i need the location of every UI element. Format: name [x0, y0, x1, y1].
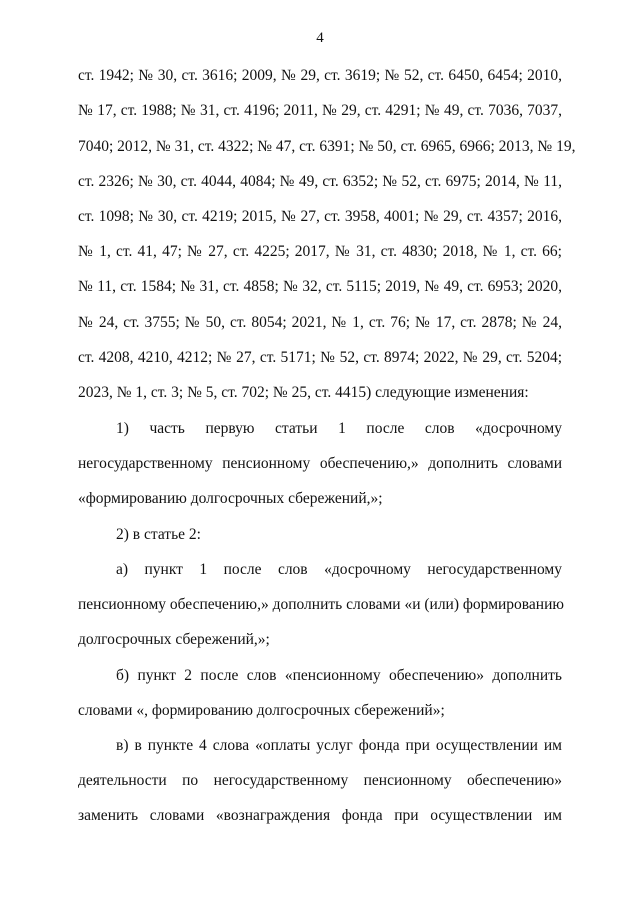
- text-line: 2023, № 1, ст. 3; № 5, ст. 702; № 25, ст. 4415) следующие изменения:: [78, 384, 529, 401]
- text-line: деятельности по негосударственному пенсионному обеспечению»: [78, 772, 562, 789]
- text-line: № 11, ст. 1584; № 31, ст. 4858; № 32, ст. 5115; 2019, № 49, ст. 6953; 2020,: [78, 278, 562, 295]
- text-line: № 24, ст. 3755; № 50, ст. 8054; 2021, № 1, ст. 76; № 17, ст. 2878; № 24,: [78, 314, 562, 331]
- text-line: а) пункт 1 после слов «досрочному негосударственному: [116, 561, 562, 578]
- text-line: заменить словами «вознаграждения фонда при осуществлении им: [78, 807, 562, 824]
- text-line: ст. 2326; № 30, ст. 4044, 4084; № 49, ст. 6352; № 52, ст. 6975; 2014, № 11,: [78, 173, 562, 190]
- text-line: негосударственному пенсионному обеспечению,» дополнить словами: [78, 455, 562, 472]
- text-line: «формированию долгосрочных сбережений,»;: [78, 490, 383, 507]
- page-number: 4: [316, 30, 324, 46]
- text-line: пенсионному обеспечению,» дополнить словами «и (или) формированию: [78, 596, 564, 613]
- text-line: б) пункт 2 после слов «пенсионному обеспечению» дополнить: [116, 667, 562, 684]
- text-line: словами «, формированию долгосрочных сбережений»;: [78, 702, 445, 719]
- text-line: ст. 1942; № 30, ст. 3616; 2009, № 29, ст. 3619; № 52, ст. 6450, 6454; 2010,: [78, 67, 562, 84]
- text-line: ст. 4208, 4210, 4212; № 27, ст. 5171; № 52, ст. 8974; 2022, № 29, ст. 5204;: [78, 349, 562, 366]
- text-line: № 1, ст. 41, 47; № 27, ст. 4225; 2017, № 31, ст. 4830; 2018, № 1, ст. 66;: [78, 243, 562, 260]
- text-line: 1) часть первую статьи 1 после слов «досрочному: [116, 420, 562, 437]
- text-line: № 17, ст. 1988; № 31, ст. 4196; 2011, № 29, ст. 4291; № 49, ст. 7036, 7037,: [78, 102, 562, 119]
- text-line: ст. 1098; № 30, ст. 4219; 2015, № 27, ст. 3958, 4001; № 29, ст. 4357; 2016,: [78, 208, 562, 225]
- text-line: 2) в статье 2:: [116, 526, 201, 543]
- text-line: в) в пункте 4 слова «оплаты услуг фонда при осуществлении им: [116, 737, 562, 754]
- text-line: 7040; 2012, № 31, ст. 4322; № 47, ст. 6391; № 50, ст. 6965, 6966; 2013, № 19,: [78, 138, 576, 155]
- text-line: долгосрочных сбережений,»;: [78, 631, 270, 648]
